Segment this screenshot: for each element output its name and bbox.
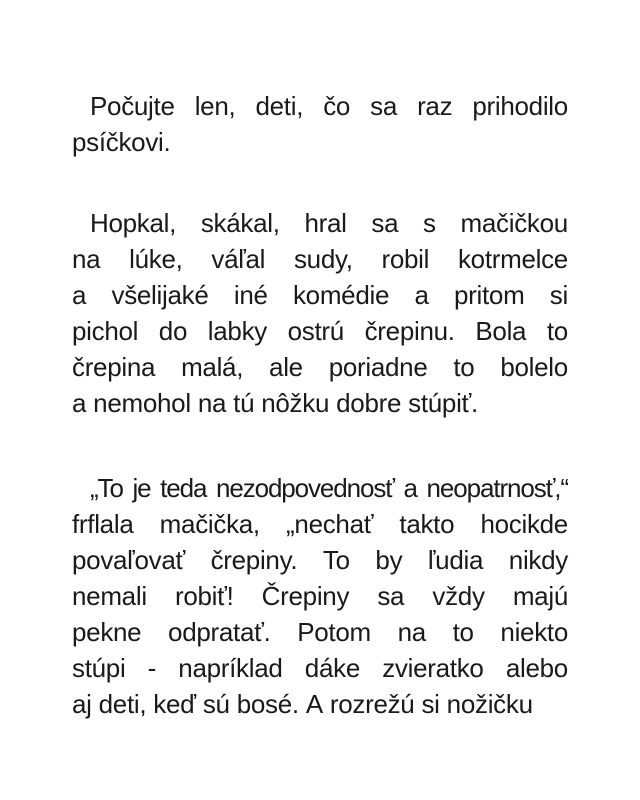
word: stúpiť. — [408, 388, 478, 418]
word: a — [403, 473, 417, 503]
word: Potom — [297, 617, 371, 647]
word: sa — [370, 91, 398, 121]
text-line — [72, 578, 568, 614]
word: psíčkovi. — [72, 127, 171, 157]
word: a — [72, 388, 87, 418]
word: do — [158, 316, 188, 346]
text-line — [72, 205, 568, 241]
word: ľudia — [427, 545, 484, 575]
word: to — [546, 316, 568, 346]
word: nezodpovednosť — [215, 473, 394, 503]
word: neopatrnosť,“ — [426, 473, 568, 503]
word: to — [452, 617, 474, 647]
text-line — [72, 241, 568, 277]
text-line — [72, 686, 568, 722]
word: hocikde — [480, 509, 568, 539]
word: ostrú — [287, 316, 344, 346]
word: aj — [72, 689, 92, 719]
word: teda — [160, 473, 207, 503]
word: keď — [153, 689, 196, 719]
word: dobre — [336, 388, 402, 418]
word: pritom — [453, 280, 525, 310]
text-line — [72, 313, 568, 349]
word: zvieratko — [382, 653, 484, 683]
word: by — [375, 545, 403, 575]
word: a — [414, 280, 429, 310]
word: nemali — [72, 581, 147, 611]
word: sa — [371, 208, 399, 238]
word: lúke, — [129, 244, 183, 274]
word: pichol — [72, 316, 139, 346]
word: skákal, — [200, 208, 280, 238]
word: to — [453, 352, 475, 382]
word: pekne — [72, 617, 142, 647]
word: a — [72, 280, 87, 310]
text-line — [72, 470, 568, 506]
word: ale — [269, 352, 303, 382]
text-line — [72, 88, 568, 124]
text-line — [72, 650, 568, 686]
word: dáke — [304, 653, 360, 683]
word: tú — [233, 388, 255, 418]
word: takto — [399, 509, 455, 539]
word: s — [423, 208, 436, 238]
word: povaľovať — [72, 545, 185, 575]
word: malá, — [181, 352, 244, 382]
word: raz — [417, 91, 453, 121]
word: napríklad — [178, 653, 283, 683]
word: mačička, — [159, 509, 260, 539]
word: - — [147, 653, 157, 683]
word: Hopkal, — [90, 208, 177, 238]
word: črepina — [72, 352, 156, 382]
word: je — [132, 473, 151, 503]
word: váľal — [211, 244, 266, 274]
text-line — [72, 506, 568, 542]
word: Črepiny — [261, 581, 350, 611]
word: mačičkou — [460, 208, 568, 238]
word: iné — [233, 280, 268, 310]
word: nemohol — [93, 388, 191, 418]
word: čo — [323, 91, 351, 121]
word: komédie — [292, 280, 390, 310]
word: kotrmelce — [457, 244, 568, 274]
word: nikdy — [508, 545, 568, 575]
text-line — [72, 614, 568, 650]
word: sa — [377, 581, 405, 611]
text-line — [72, 124, 568, 160]
word: deti, — [98, 689, 147, 719]
paragraph-3 — [72, 470, 568, 722]
word: odpratať. — [168, 617, 271, 647]
paragraph-1 — [72, 88, 568, 160]
word: niekto — [500, 617, 568, 647]
word: nôžku — [261, 388, 330, 418]
word: poriadne — [328, 352, 428, 382]
word: „To — [90, 473, 123, 503]
text-line — [72, 349, 568, 385]
word: črepiny. — [210, 545, 298, 575]
word: robil — [381, 244, 430, 274]
word: robiť! — [174, 581, 234, 611]
word: Bola — [475, 316, 527, 346]
text-line — [72, 542, 568, 578]
word: všelijaké — [111, 280, 209, 310]
word: stúpi — [72, 653, 126, 683]
word: deti, — [255, 91, 304, 121]
word: „nechať — [286, 509, 374, 539]
word: črepinu. — [364, 316, 455, 346]
word: hral — [304, 208, 347, 238]
word: si — [421, 689, 440, 719]
word: len, — [194, 91, 236, 121]
word: sú — [202, 689, 230, 719]
word: prihodilo — [472, 91, 568, 121]
word: vždy — [432, 581, 485, 611]
word: na — [72, 244, 101, 274]
word: frflala — [72, 509, 134, 539]
word: bolelo — [500, 352, 568, 382]
word: Počujte — [90, 91, 175, 121]
word: alebo — [505, 653, 568, 683]
word: To — [322, 545, 350, 575]
word: bosé. — [236, 689, 299, 719]
word: na — [397, 617, 426, 647]
word: rozrežú — [329, 689, 415, 719]
paragraph-2 — [72, 205, 568, 421]
word: na — [197, 388, 227, 418]
word: nožičku — [446, 689, 533, 719]
word: majú — [512, 581, 568, 611]
text-line — [72, 277, 568, 313]
word: A — [305, 689, 323, 719]
word: sudy, — [293, 244, 353, 274]
text-line — [72, 385, 568, 421]
word: labky — [207, 316, 267, 346]
word: si — [549, 280, 568, 310]
